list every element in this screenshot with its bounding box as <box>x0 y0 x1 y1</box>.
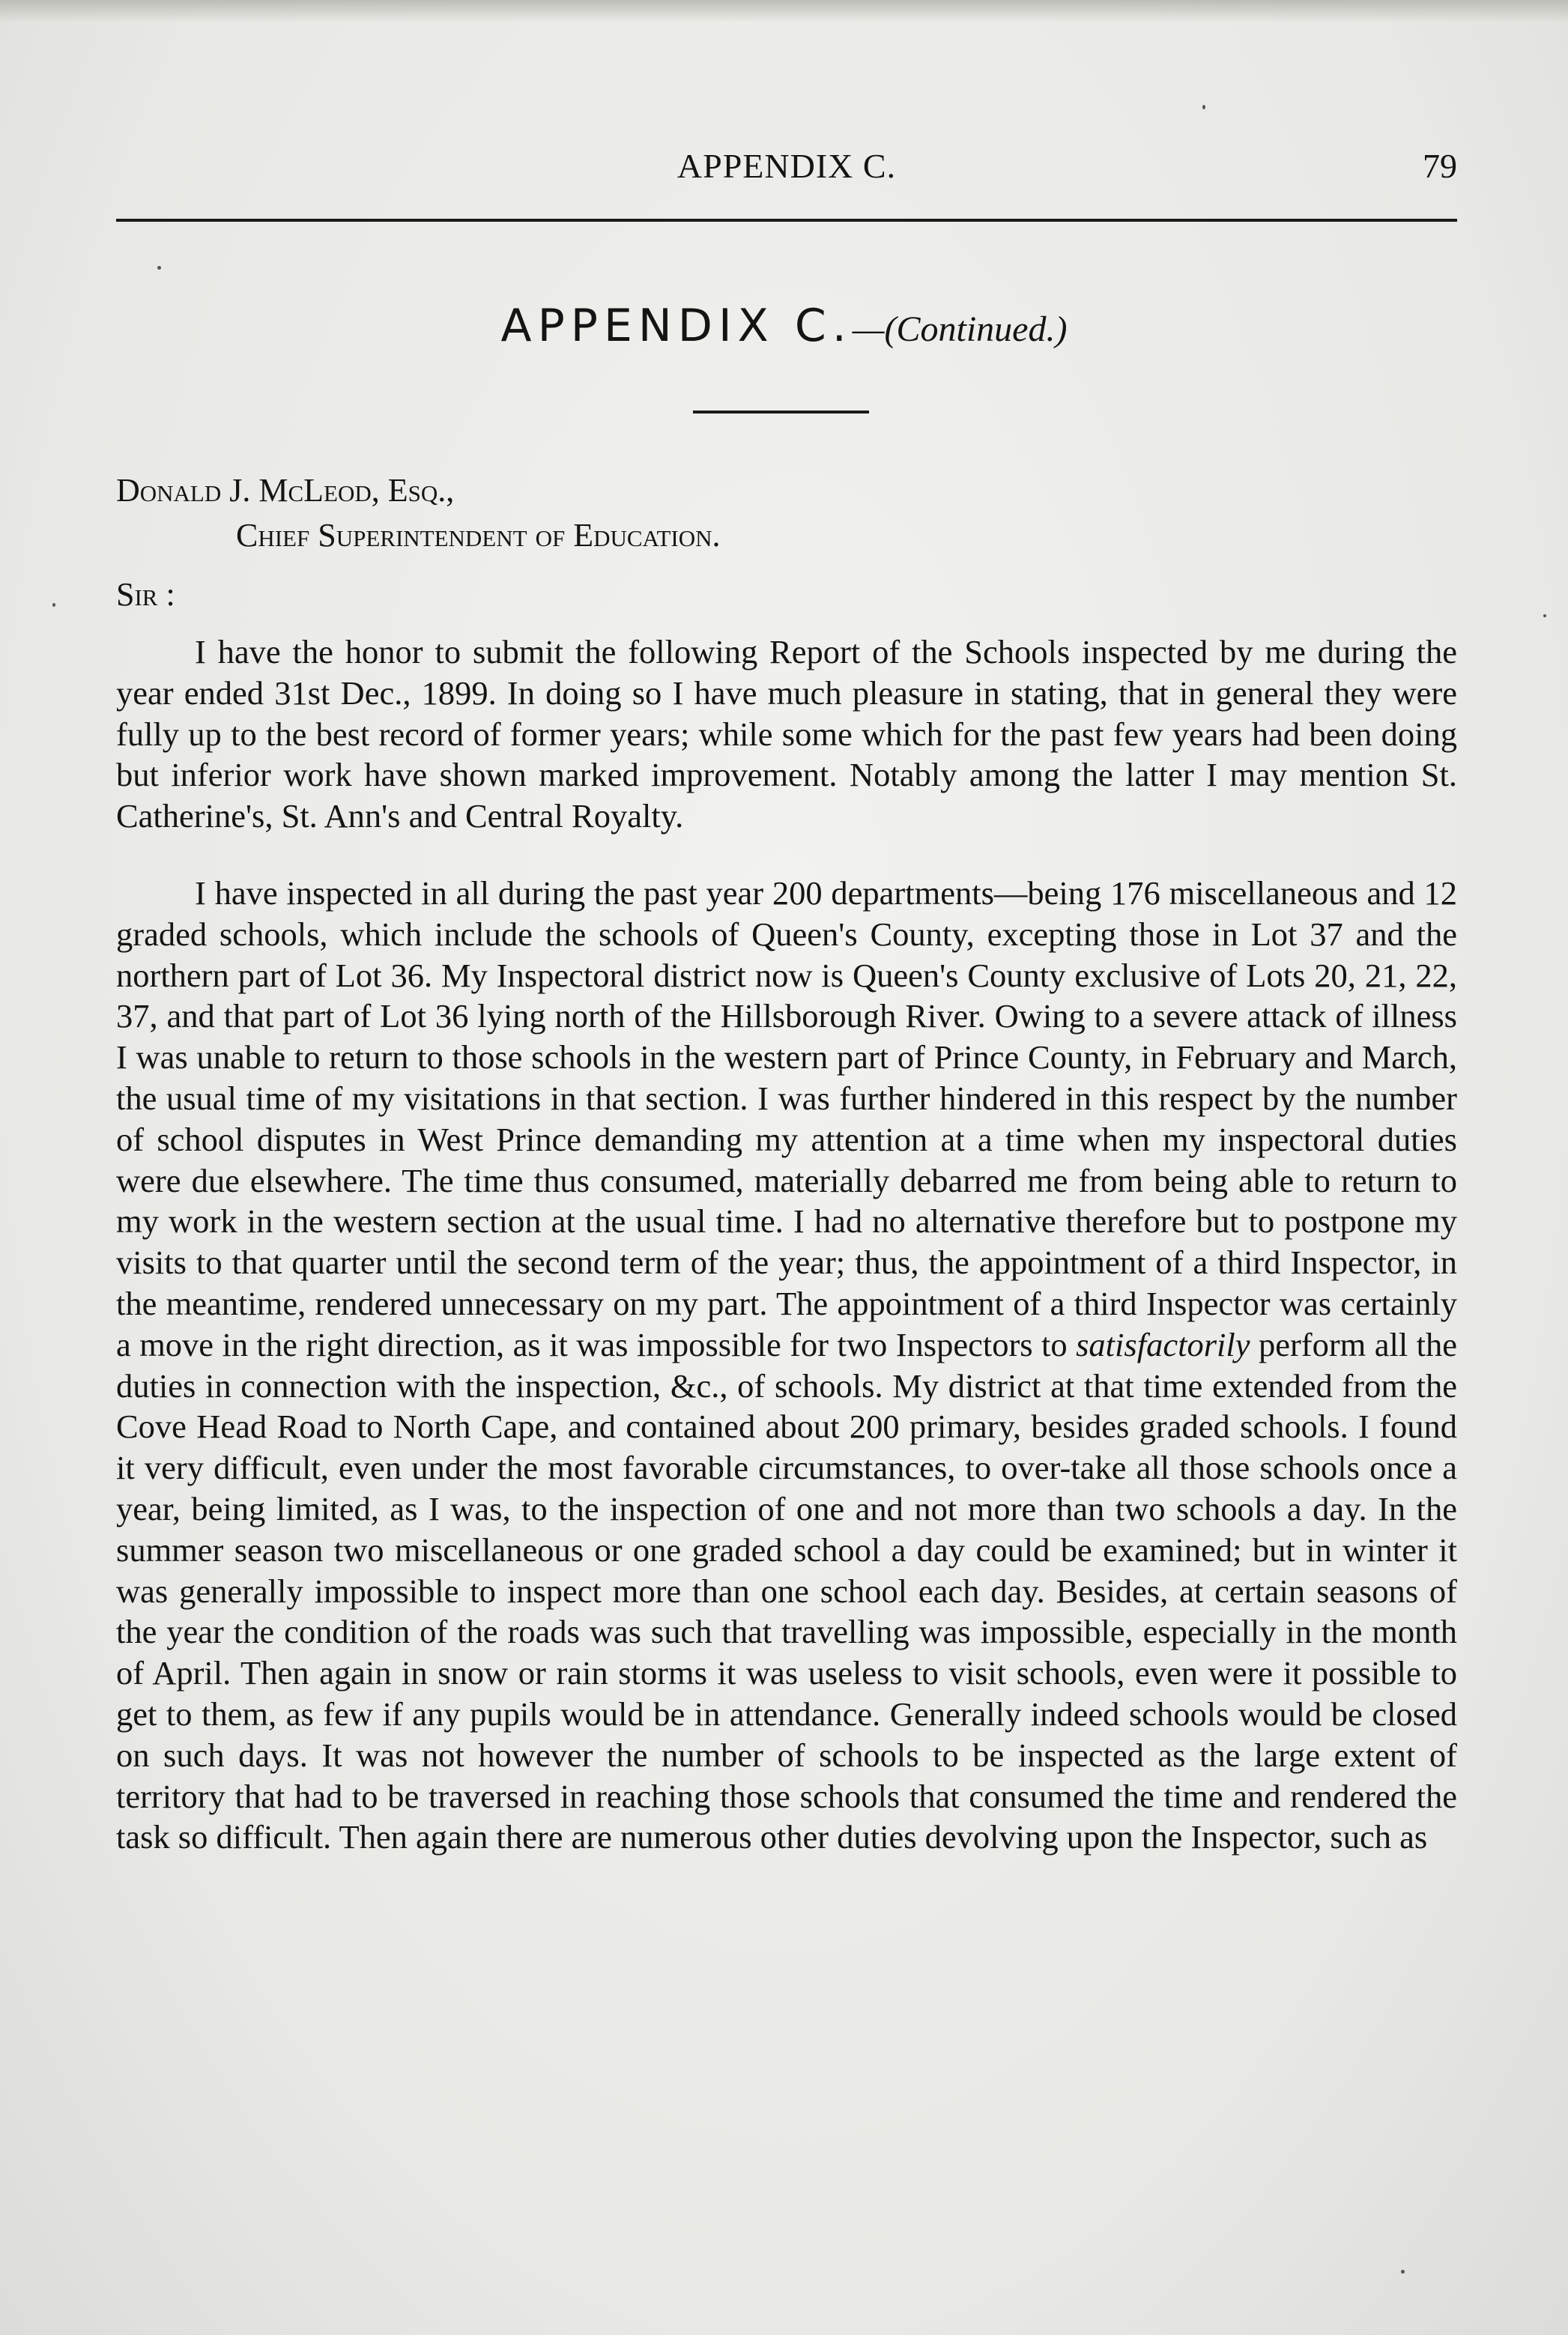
paragraph-2-text-a: I have inspected in all during the past year 200 departments—being 176 miscellaneous and 12 graded schools, which include the schools of Queen's County, excepting those in Lot 37 and the northern part of Lot 36. My Inspectoral district now is Queen's County exclusive of Lots 20, 21, 22, 37, and that part of Lot 36 lying north of the Hillsborough River. Owing to a severe attack of illness I was unable to return to those schools in the western part of Prince County, in February and March, the usual time of my visitations in that section. I was further hindered in this respect by the number of school disputes in West Prince demanding my attention at a time when my inspectoral duties were due elsewhere. The time thus consumed, materially debarred me from being able to return to my work in the western section at the usual time. I had no alternative therefore but to postpone my visits to that quarter until the second term of the year; thus, the appointment of a third Inspector, in the meantime, rendered unnecessary on my part. The appointment of a third Inspector was certainly a move in the right direction, as it was impossible for two Inspectors to <box>116 873 1457 1363</box>
scan-speck <box>1202 105 1205 109</box>
addressee-name: Donald J. McLeod, Esq., <box>116 472 455 509</box>
scan-speck <box>157 266 161 270</box>
salutation: Sir : <box>116 576 175 613</box>
emphasized-word: satisfactorily <box>1076 1325 1250 1363</box>
appendix-heading <box>0 300 1568 352</box>
paragraph-1: I have the honor to submit the following Report of the Schools inspected by me during the year ended 31st Dec., 1899. In doing so I have much pleasure in stating, that in general they were fully up to the best record of former years; while some which for the past few years had been doing but inferior work have shown marked improvement. Notably among the latter I may mention St. Catherine's, St. Ann's and Central Royalty. <box>116 633 1457 835</box>
running-title: APPENDIX C. <box>676 147 897 185</box>
running-header <box>116 146 1457 191</box>
continued-label: —(Continued.) <box>852 309 1068 349</box>
page-number: 79 <box>1423 147 1457 185</box>
scan-speck <box>1543 614 1546 617</box>
addressee-block <box>116 468 721 558</box>
heading-rule <box>693 411 869 414</box>
report-body <box>116 632 1457 1858</box>
scan-speck <box>1401 2270 1405 2274</box>
header-rule <box>116 219 1457 222</box>
scan-speck <box>52 603 55 607</box>
paragraph-2-text-b: perform all the duties in connection with the inspection, &c., of schools. My district at that time extended from the Cove Head Road to North Cape, and contained about 200 primary, besides graded schools. I found it very difficult, even under the most favorable circumstances, to over-take all those schools once a year, being limited, as I was, to the inspection of one and not more than two schools a day. In the summer season two miscellaneous or one graded school a day could be examined; but in winter it was generally impossible to inspect more than one school each day. Besides, at certain seasons of the year the condition of the roads was such that travelling was impossible, especially in the month of April. Then again in snow or rain storms it was useless to visit schools, even were it possible to get to them, as few if any pupils would be in attendance. Generally indeed schools would be closed on such days. It was not however the number of schools to be inspected as the large extent of territory that had to be traversed in reaching those schools that consumed the time and rendered the task so difficult. Then again there are numerous other duties devolving upon the Inspector, such as <box>116 1325 1457 1856</box>
appendix-title: APPENDIX C. <box>500 300 853 352</box>
paragraph-2 <box>116 873 1457 1858</box>
addressee-office: Chief Superintendent of Education. <box>236 517 721 554</box>
scan-edge-shadow <box>0 0 1568 22</box>
